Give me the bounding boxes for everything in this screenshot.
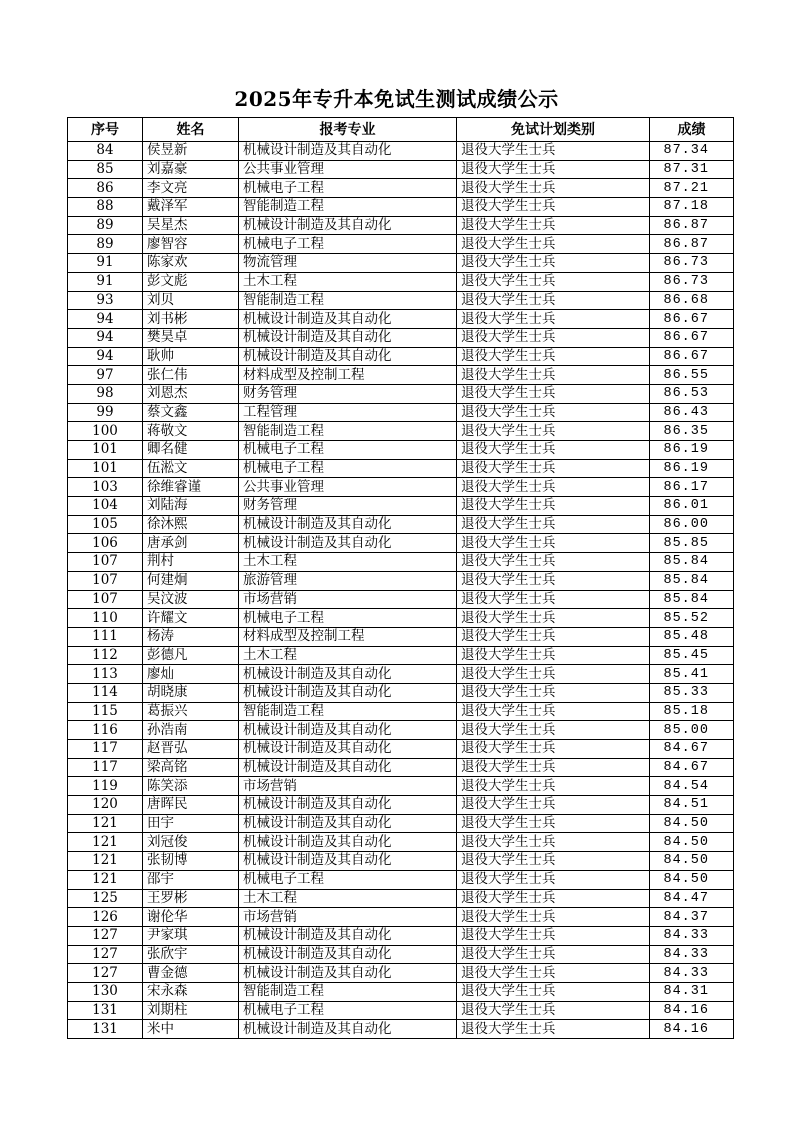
rank-cell: 121 [68,870,143,889]
rank-cell: 93 [68,291,143,310]
table-row [68,646,734,665]
table-row [68,441,734,460]
major-cell: 机械设计制造及其自动化 [239,758,457,777]
major-cell: 机械设计制造及其自动化 [239,796,457,815]
name-cell: 陈家欢 [143,254,239,273]
name-cell: 杨涛 [143,627,239,646]
plan-cell: 退役大学生士兵 [457,160,650,179]
table-row [68,403,734,422]
score-cell: 86.67 [650,310,734,329]
name-cell: 许耀文 [143,609,239,628]
score-cell: 86.73 [650,272,734,291]
table-row [68,945,734,964]
table-row [68,497,734,516]
rank-cell: 120 [68,796,143,815]
plan-cell: 退役大学生士兵 [457,534,650,553]
score-cell: 85.84 [650,571,734,590]
name-cell: 尹家琪 [143,926,239,945]
header-row [68,118,734,142]
score-cell: 86.00 [650,515,734,534]
name-cell: 吴星杰 [143,216,239,235]
score-cell: 86.35 [650,422,734,441]
name-cell: 田宇 [143,814,239,833]
rank-cell: 89 [68,235,143,254]
table-row [68,721,734,740]
name-cell: 唐晖民 [143,796,239,815]
header-plan: 免试计划类别 [457,118,650,142]
table-row [68,478,734,497]
plan-cell: 退役大学生士兵 [457,328,650,347]
plan-cell: 退役大学生士兵 [457,347,650,366]
table-row [68,142,734,161]
name-cell: 徐维睿谨 [143,478,239,497]
name-cell: 刘嘉豪 [143,160,239,179]
table-row [68,459,734,478]
rank-cell: 84 [68,142,143,161]
table-row [68,926,734,945]
plan-cell: 退役大学生士兵 [457,291,650,310]
table-row [68,179,734,198]
score-cell: 85.84 [650,590,734,609]
major-cell: 市场营销 [239,590,457,609]
major-cell: 机械设计制造及其自动化 [239,142,457,161]
major-cell: 机械电子工程 [239,441,457,460]
name-cell: 樊昊卓 [143,328,239,347]
score-cell: 86.87 [650,216,734,235]
header-name: 姓名 [143,118,239,142]
header-major: 报考专业 [239,118,457,142]
table-row [68,347,734,366]
rank-cell: 125 [68,889,143,908]
major-cell: 机械设计制造及其自动化 [239,852,457,871]
name-cell: 蒋敬文 [143,422,239,441]
name-cell: 葛振兴 [143,702,239,721]
table-body [68,142,734,1039]
plan-cell: 退役大学生士兵 [457,665,650,684]
table-row [68,198,734,217]
rank-cell: 94 [68,347,143,366]
major-cell: 土木工程 [239,646,457,665]
table-row [68,590,734,609]
rank-cell: 104 [68,497,143,516]
plan-cell: 退役大学生士兵 [457,590,650,609]
score-cell: 85.84 [650,553,734,572]
name-cell: 张仁伟 [143,366,239,385]
name-cell: 伍淞文 [143,459,239,478]
score-cell: 84.50 [650,870,734,889]
header-score: 成绩 [650,118,734,142]
score-cell: 86.43 [650,403,734,422]
table-row [68,665,734,684]
table-row [68,216,734,235]
major-cell: 物流管理 [239,254,457,273]
major-cell: 智能制造工程 [239,422,457,441]
plan-cell: 退役大学生士兵 [457,740,650,759]
score-cell: 85.52 [650,609,734,628]
rank-cell: 110 [68,609,143,628]
name-cell: 曹金德 [143,964,239,983]
major-cell: 公共事业管理 [239,160,457,179]
plan-cell: 退役大学生士兵 [457,777,650,796]
plan-cell: 退役大学生士兵 [457,721,650,740]
plan-cell: 退役大学生士兵 [457,889,650,908]
table-row [68,683,734,702]
rank-cell: 121 [68,814,143,833]
name-cell: 唐承剑 [143,534,239,553]
plan-cell: 退役大学生士兵 [457,515,650,534]
plan-cell: 退役大学生士兵 [457,235,650,254]
score-cell: 85.85 [650,534,734,553]
name-cell: 廖灿 [143,665,239,684]
rank-cell: 115 [68,702,143,721]
rank-cell: 107 [68,590,143,609]
score-cell: 86.67 [650,347,734,366]
table-row [68,870,734,889]
plan-cell: 退役大学生士兵 [457,422,650,441]
major-cell: 智能制造工程 [239,982,457,1001]
rank-cell: 107 [68,571,143,590]
rank-cell: 121 [68,833,143,852]
major-cell: 机械设计制造及其自动化 [239,814,457,833]
plan-cell: 退役大学生士兵 [457,478,650,497]
table-row [68,702,734,721]
table-row [68,627,734,646]
major-cell: 机械设计制造及其自动化 [239,665,457,684]
score-cell: 86.19 [650,459,734,478]
major-cell: 市场营销 [239,777,457,796]
name-cell: 刘陆海 [143,497,239,516]
rank-cell: 107 [68,553,143,572]
plan-cell: 退役大学生士兵 [457,179,650,198]
name-cell: 刘贝 [143,291,239,310]
score-cell: 86.87 [650,235,734,254]
rank-cell: 117 [68,758,143,777]
score-cell: 86.55 [650,366,734,385]
table-row [68,908,734,927]
score-cell: 85.18 [650,702,734,721]
name-cell: 胡晓康 [143,683,239,702]
major-cell: 土木工程 [239,553,457,572]
name-cell: 彭文彪 [143,272,239,291]
name-cell: 孙浩南 [143,721,239,740]
name-cell: 张欣宇 [143,945,239,964]
plan-cell: 退役大学生士兵 [457,982,650,1001]
major-cell: 财务管理 [239,384,457,403]
major-cell: 机械设计制造及其自动化 [239,534,457,553]
plan-cell: 退役大学生士兵 [457,870,650,889]
plan-cell: 退役大学生士兵 [457,945,650,964]
name-cell: 徐沐熙 [143,515,239,534]
table-row [68,534,734,553]
major-cell: 机械电子工程 [239,235,457,254]
name-cell: 张韧博 [143,852,239,871]
major-cell: 旅游管理 [239,571,457,590]
score-cell: 84.31 [650,982,734,1001]
header-rank: 序号 [68,118,143,142]
major-cell: 机械电子工程 [239,179,457,198]
major-cell: 材料成型及控制工程 [239,627,457,646]
score-cell: 85.00 [650,721,734,740]
major-cell: 机械电子工程 [239,1001,457,1020]
table-row [68,982,734,1001]
rank-cell: 100 [68,422,143,441]
plan-cell: 退役大学生士兵 [457,384,650,403]
major-cell: 机械设计制造及其自动化 [239,945,457,964]
rank-cell: 127 [68,945,143,964]
name-cell: 侯昱新 [143,142,239,161]
rank-cell: 113 [68,665,143,684]
name-cell: 谢伦华 [143,908,239,927]
rank-cell: 98 [68,384,143,403]
major-cell: 机械电子工程 [239,609,457,628]
rank-cell: 91 [68,272,143,291]
major-cell: 智能制造工程 [239,291,457,310]
table-row [68,740,734,759]
table-header [68,118,734,142]
table-row [68,291,734,310]
table-row [68,796,734,815]
major-cell: 机械设计制造及其自动化 [239,347,457,366]
plan-cell: 退役大学生士兵 [457,366,650,385]
major-cell: 机械设计制造及其自动化 [239,740,457,759]
table-row [68,609,734,628]
name-cell: 彭德凡 [143,646,239,665]
plan-cell: 退役大学生士兵 [457,441,650,460]
table-row [68,254,734,273]
rank-cell: 103 [68,478,143,497]
rank-cell: 119 [68,777,143,796]
rank-cell: 111 [68,627,143,646]
score-cell: 84.33 [650,945,734,964]
score-cell: 85.45 [650,646,734,665]
plan-cell: 退役大学生士兵 [457,553,650,572]
major-cell: 土木工程 [239,889,457,908]
name-cell: 戴泽军 [143,198,239,217]
plan-cell: 退役大学生士兵 [457,497,650,516]
score-cell: 84.51 [650,796,734,815]
score-cell: 86.19 [650,441,734,460]
major-cell: 智能制造工程 [239,198,457,217]
plan-cell: 退役大学生士兵 [457,403,650,422]
score-cell: 86.53 [650,384,734,403]
page-title: 2025年专升本免试生测试成绩公示 [234,87,559,111]
plan-cell: 退役大学生士兵 [457,702,650,721]
name-cell: 宋永森 [143,982,239,1001]
major-cell: 机械设计制造及其自动化 [239,721,457,740]
major-cell: 材料成型及控制工程 [239,366,457,385]
major-cell: 机械设计制造及其自动化 [239,964,457,983]
major-cell: 智能制造工程 [239,702,457,721]
name-cell: 梁高铭 [143,758,239,777]
name-cell: 廖智容 [143,235,239,254]
score-cell: 86.67 [650,328,734,347]
name-cell: 米中 [143,1020,239,1039]
score-cell: 84.16 [650,1020,734,1039]
name-cell: 刘恩杰 [143,384,239,403]
table-row [68,515,734,534]
major-cell: 机械设计制造及其自动化 [239,1020,457,1039]
score-cell: 86.73 [650,254,734,273]
rank-cell: 121 [68,852,143,871]
rank-cell: 126 [68,908,143,927]
rank-cell: 89 [68,216,143,235]
rank-cell: 101 [68,441,143,460]
major-cell: 财务管理 [239,497,457,516]
name-cell: 耿帅 [143,347,239,366]
major-cell: 机械设计制造及其自动化 [239,216,457,235]
score-cell: 86.17 [650,478,734,497]
major-cell: 公共事业管理 [239,478,457,497]
rank-cell: 97 [68,366,143,385]
table-row [68,777,734,796]
major-cell: 机械设计制造及其自动化 [239,328,457,347]
major-cell: 机械设计制造及其自动化 [239,926,457,945]
rank-cell: 131 [68,1001,143,1020]
name-cell: 陈笑添 [143,777,239,796]
plan-cell: 退役大学生士兵 [457,571,650,590]
plan-cell: 退役大学生士兵 [457,908,650,927]
plan-cell: 退役大学生士兵 [457,459,650,478]
plan-cell: 退役大学生士兵 [457,142,650,161]
rank-cell: 131 [68,1020,143,1039]
plan-cell: 退役大学生士兵 [457,758,650,777]
score-cell: 85.41 [650,665,734,684]
major-cell: 机械设计制造及其自动化 [239,683,457,702]
name-cell: 何建炯 [143,571,239,590]
score-cell: 84.33 [650,964,734,983]
rank-cell: 86 [68,179,143,198]
plan-cell: 退役大学生士兵 [457,796,650,815]
score-cell: 84.54 [650,777,734,796]
plan-cell: 退役大学生士兵 [457,683,650,702]
score-cell: 84.67 [650,758,734,777]
score-cell: 84.50 [650,814,734,833]
score-cell: 84.37 [650,908,734,927]
rank-cell: 99 [68,403,143,422]
score-cell: 87.18 [650,198,734,217]
plan-cell: 退役大学生士兵 [457,216,650,235]
major-cell: 工程管理 [239,403,457,422]
major-cell: 机械设计制造及其自动化 [239,833,457,852]
rank-cell: 127 [68,964,143,983]
rank-cell: 117 [68,740,143,759]
score-cell: 85.33 [650,683,734,702]
score-cell: 87.34 [650,142,734,161]
score-cell: 84.50 [650,833,734,852]
rank-cell: 94 [68,310,143,329]
major-cell: 机械设计制造及其自动化 [239,515,457,534]
major-cell: 市场营销 [239,908,457,927]
name-cell: 荆村 [143,553,239,572]
score-cell: 86.01 [650,497,734,516]
plan-cell: 退役大学生士兵 [457,833,650,852]
score-cell: 85.48 [650,627,734,646]
name-cell: 刘冠俊 [143,833,239,852]
rank-cell: 127 [68,926,143,945]
table-row [68,272,734,291]
name-cell: 刘期柱 [143,1001,239,1020]
rank-cell: 94 [68,328,143,347]
plan-cell: 退役大学生士兵 [457,926,650,945]
rank-cell: 130 [68,982,143,1001]
table-row [68,553,734,572]
score-cell: 84.67 [650,740,734,759]
plan-cell: 退役大学生士兵 [457,646,650,665]
rank-cell: 105 [68,515,143,534]
name-cell: 王罗彬 [143,889,239,908]
table-row [68,814,734,833]
plan-cell: 退役大学生士兵 [457,814,650,833]
score-cell: 84.33 [650,926,734,945]
table-row [68,160,734,179]
score-cell: 84.16 [650,1001,734,1020]
plan-cell: 退役大学生士兵 [457,964,650,983]
table-row [68,964,734,983]
rank-cell: 106 [68,534,143,553]
table-row [68,310,734,329]
rank-cell: 114 [68,683,143,702]
rank-cell: 112 [68,646,143,665]
table-row [68,571,734,590]
name-cell: 吴汶波 [143,590,239,609]
score-cell: 84.50 [650,852,734,871]
table-row [68,366,734,385]
table-row [68,758,734,777]
table-row [68,235,734,254]
score-cell: 87.31 [650,160,734,179]
rank-cell: 101 [68,459,143,478]
name-cell: 邵宇 [143,870,239,889]
plan-cell: 退役大学生士兵 [457,852,650,871]
plan-cell: 退役大学生士兵 [457,310,650,329]
major-cell: 机械电子工程 [239,870,457,889]
plan-cell: 退役大学生士兵 [457,627,650,646]
table-row [68,852,734,871]
name-cell: 李文亮 [143,179,239,198]
plan-cell: 退役大学生士兵 [457,609,650,628]
results-table [67,117,734,1039]
score-cell: 87.21 [650,179,734,198]
plan-cell: 退役大学生士兵 [457,198,650,217]
plan-cell: 退役大学生士兵 [457,1001,650,1020]
table-row [68,384,734,403]
plan-cell: 退役大学生士兵 [457,1020,650,1039]
table-row [68,328,734,347]
plan-cell: 退役大学生士兵 [457,272,650,291]
score-cell: 86.68 [650,291,734,310]
major-cell: 机械设计制造及其自动化 [239,310,457,329]
name-cell: 卿名健 [143,441,239,460]
major-cell: 机械电子工程 [239,459,457,478]
name-cell: 赵晋弘 [143,740,239,759]
rank-cell: 116 [68,721,143,740]
name-cell: 刘书彬 [143,310,239,329]
plan-cell: 退役大学生士兵 [457,254,650,273]
name-cell: 蔡文鑫 [143,403,239,422]
table-row [68,833,734,852]
rank-cell: 91 [68,254,143,273]
rank-cell: 88 [68,198,143,217]
major-cell: 土木工程 [239,272,457,291]
rank-cell: 85 [68,160,143,179]
table-row [68,1001,734,1020]
table-row [68,889,734,908]
table-row [68,1020,734,1039]
table-row [68,422,734,441]
score-cell: 84.47 [650,889,734,908]
